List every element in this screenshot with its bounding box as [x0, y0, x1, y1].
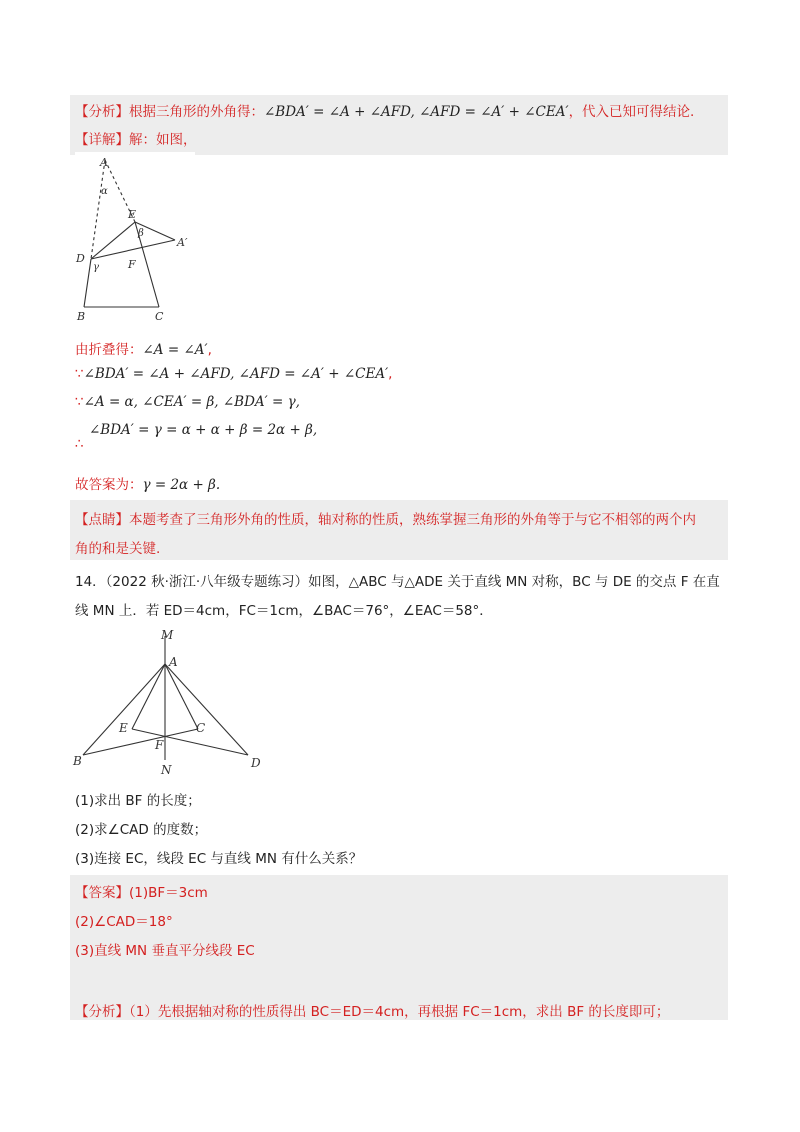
therefore-symbol: ∴ — [75, 436, 84, 452]
fold-formula: ∠A = ∠A′ — [142, 342, 208, 358]
label-f: F — [128, 258, 136, 271]
since2-symbol: ∵ — [75, 394, 84, 410]
since1-formula: ∠BDA′ = ∠A + ∠AFD, ∠AFD = ∠A′ + ∠CEA′ — [83, 366, 389, 382]
label-f: F — [155, 738, 164, 752]
label-n: N — [161, 763, 172, 776]
comment-line-1 — [75, 508, 696, 528]
question-14-line-1: 14．（2022 秋·浙江·八年级专题练习）如图，△ABC 与△ADE 关于直线 MN 对称，BC 与 DE 的交点 F 在直 — [75, 574, 720, 590]
question-14-line-2: 线 MN 上．若 ED＝4cm，FC＝1cm，∠BAC＝76°，∠EAC＝58°． — [75, 603, 493, 619]
label-e: E — [119, 721, 128, 735]
analysis-tag: 【分析】 — [75, 104, 129, 120]
sub-question-2: (2)求∠CAD 的度数； — [75, 822, 208, 838]
since1-line: ∵∠BDA′ = ∠A + ∠AFD, ∠AFD = ∠A′ + ∠CEA′, — [75, 366, 393, 382]
since1-symbol: ∵ — [75, 366, 84, 382]
comment-line-2 — [75, 537, 160, 557]
segment-ab — [83, 664, 165, 755]
analysis-2-text: （1）先根据轴对称的性质得出 BC＝ED＝4cm，再根据 FC＝1cm，求出 BF 的长度即可； — [129, 1004, 670, 1020]
final-answer-line — [75, 473, 220, 493]
answer-tag: 【答案】 — [75, 885, 129, 901]
label-d: D — [251, 756, 261, 770]
label-d: D — [76, 252, 85, 265]
fold-text: 由折叠得： — [75, 342, 143, 358]
analysis-line — [75, 100, 694, 120]
comment-text-1: 本题考查了三角形外角的性质，轴对称的性质，熟练掌握三角形的外角等于与它不相邻的两个内 — [129, 512, 696, 528]
detail-text: 解：如图， — [129, 132, 197, 148]
segment-ac — [165, 664, 198, 729]
comment-text-2: 角的和是关键. — [75, 541, 161, 557]
label-m: M — [161, 628, 174, 642]
label-b: B — [77, 310, 86, 323]
answer-line-2: (2)∠CAD＝18° — [75, 914, 173, 930]
segment-ed — [132, 729, 248, 755]
detail-tag: 【详解】 — [75, 132, 129, 148]
fold-triangle-figure — [75, 152, 195, 324]
answer-line-1 — [75, 881, 208, 901]
since2-formula: ∠A = α, ∠CEA′ = β, ∠BDA′ = γ, — [83, 394, 300, 410]
sub-question-3: (3)连接 EC，线段 EC 与直线 MN 有什么关系？ — [75, 851, 363, 867]
label-gamma: γ — [93, 262, 99, 273]
segment-ae — [132, 664, 165, 729]
symmetry-figure — [70, 628, 270, 776]
label-a-prime: A′ — [177, 236, 188, 249]
sub-question-1: (1)求出 BF 的长度； — [75, 793, 201, 809]
answer-line-3: (3)直线 MN 垂直平分线段 EC — [75, 943, 255, 959]
label-c: C — [196, 721, 206, 735]
label-b: B — [73, 754, 82, 768]
label-beta: β — [138, 228, 144, 239]
comment-tag: 【点睛】 — [75, 512, 129, 528]
analysis-prefix: 根据三角形的外角得： — [129, 104, 264, 120]
answer-formula: γ = 2α + β. — [142, 477, 221, 493]
answer-part-1: (1)BF＝3cm — [129, 885, 208, 901]
result-formula: ∠BDA′ = γ = α + α + β = 2α + β, — [89, 422, 318, 438]
analysis-2-line — [75, 1000, 669, 1020]
since2-line — [75, 394, 300, 410]
segment-ad — [165, 664, 248, 755]
analysis-2-tag: 【分析】 — [75, 1004, 129, 1020]
analysis-suffix: ，代入已知可得结论. — [568, 104, 695, 120]
therefore-line — [75, 436, 84, 452]
segment-bc — [83, 729, 198, 755]
answer-text: 故答案为： — [75, 477, 143, 493]
analysis-formula: ∠BDA′ = ∠A + ∠AFD, ∠AFD = ∠A′ + ∠CEA′ — [264, 104, 569, 120]
label-c: C — [155, 310, 164, 323]
detail-line — [75, 128, 197, 148]
label-a: A — [100, 156, 108, 169]
label-a: A — [169, 655, 178, 669]
label-alpha: α — [101, 186, 108, 197]
fold-line: 由折叠得：∠A = ∠A′, — [75, 342, 212, 358]
label-e: E — [128, 208, 137, 221]
result-line — [75, 422, 317, 438]
